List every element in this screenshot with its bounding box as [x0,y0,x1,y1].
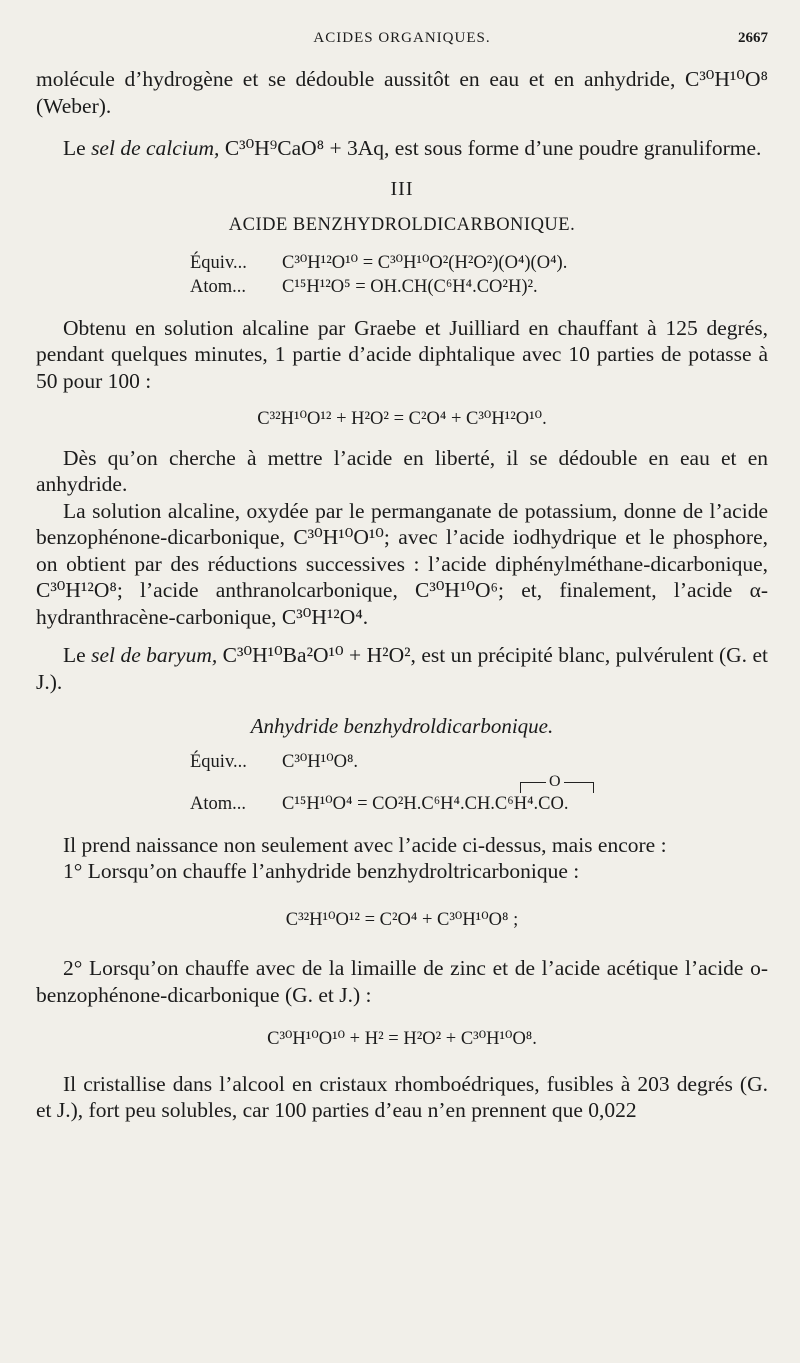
paragraph-crystallisation: Il cristallise dans l’alcool en cristaux rhomboédriques, fusibles à 203 degrés (G. et J.), fort peu solubles, car 100 parties d’eau n’en prennent que 0,022 [36,1071,768,1122]
paragraph-preparation: Obtenu en solution alcaline par Graebe et Juilliard en chauffant à 125 degrés, pendant quelques minutes, 1 partie d’acide diphtalique avec 10 parties de potasse à 50 pour 100 : [36,315,768,393]
anhydride-equiv [190,750,768,774]
lead-text: Le [63,136,92,160]
formula-equiv [190,251,768,275]
paragraph-method-1: 1° Lorsqu’on chauffe l’anhydride benzhydroltricarbonique : [63,859,580,883]
equiv-label: Équiv... [190,751,247,772]
equiv-formula: C³⁰H¹⁰O⁸. [282,751,359,772]
calcium-salt-text: C³⁰H⁹CaO⁸ + 3Aq, est sous forme d’une poudre granuliforme. [219,136,762,160]
section-number: III [390,177,414,200]
running-header [36,30,768,56]
oxygen-bridge [190,774,768,792]
barium-salt-text: C³⁰H¹⁰Ba²O¹⁰ + H²O², est un précipité blanc, pulvérulent (G. et J.). [36,643,768,694]
subsection-title: Anhydride benzhydroldicarbonique. [250,714,554,738]
paragraph-method-2: 2° Lorsqu’on chauffe avec de la limaille de zinc et de l’acide acétique l’acide o-benzophénone-dicarbonique (G. et J.) : [36,956,768,1007]
formula-atom [190,275,768,299]
atom-formula: C¹⁵H¹⁰O⁴ = CO²H.C⁶H⁴.CH.C⁶H⁴.CO. [282,793,569,814]
term-barium-salt: sel de baryum, [91,643,218,667]
paragraph-barium-salt [36,642,768,695]
anhydride-formula-block [190,750,768,816]
paragraph-decomposition: Dès qu’on cherche à mettre l’acide en liberté, il se dédouble en eau et en anhydride. [36,445,768,496]
equation-3: C³⁰H¹⁰O¹⁰ + H² = H²O² + C³⁰H¹⁰O⁸. [267,1029,537,1049]
paragraph-continuation: molécule d’hydrogène et se dédouble aussitôt en eau et en anhydride, C³⁰H¹⁰O⁸ (Weber). [36,67,768,118]
atom-label: Atom... [190,793,247,814]
anhydride-atom [190,792,768,816]
equation-2: C³²H¹⁰O¹² = C²O⁴ + C³⁰H¹⁰O⁸ ; [285,909,519,930]
equiv-formula: C³⁰H¹²O¹⁰ = C³⁰H¹⁰O²(H²O²)(O⁴)(O⁴). [282,252,568,273]
atom-formula: C¹⁵H¹²O⁵ = OH.CH(C⁶H⁴.CO²H)². [282,276,538,297]
bridge-oxygen-label: O [546,770,564,794]
equation-1: C³²H¹⁰O¹² + H²O² = C²O⁴ + C³⁰H¹²O¹⁰. [257,409,547,429]
section-title: ACIDE BENZHYDROLDICARBONIQUE. [228,215,576,235]
formula-block [190,251,768,299]
paragraph-oxidation: La solution alcaline, oxydée par le permanganate de potassium, donne de l’acide benzophénone-dicarbonique, C³⁰H¹⁰O¹⁰; avec l’acide iodhydrique et le phosphore, on obtient par des réductions successives : l’acide diphénylméthane-dicarbonique, C³⁰H¹²O⁸; l’acide anthranolcarbonique, C³⁰H¹⁰O⁶; et, finalement, l’acide α-hydranthracène-carbonique, C³⁰H¹²O⁴. [36,498,768,629]
header-title: ACIDES ORGANIQUES. [313,30,491,46]
equiv-label: Équiv... [190,252,247,273]
term-calcium-salt: sel de calcium, [91,136,220,160]
page-number: 2667 [738,30,768,46]
paragraph-calcium-salt [36,135,768,162]
body-text [36,66,768,1124]
lead-text: Le [63,643,92,667]
atom-label: Atom... [190,276,247,297]
paragraph-origin: Il prend naissance non seulement avec l’acide ci-dessus, mais encore : [63,832,667,857]
